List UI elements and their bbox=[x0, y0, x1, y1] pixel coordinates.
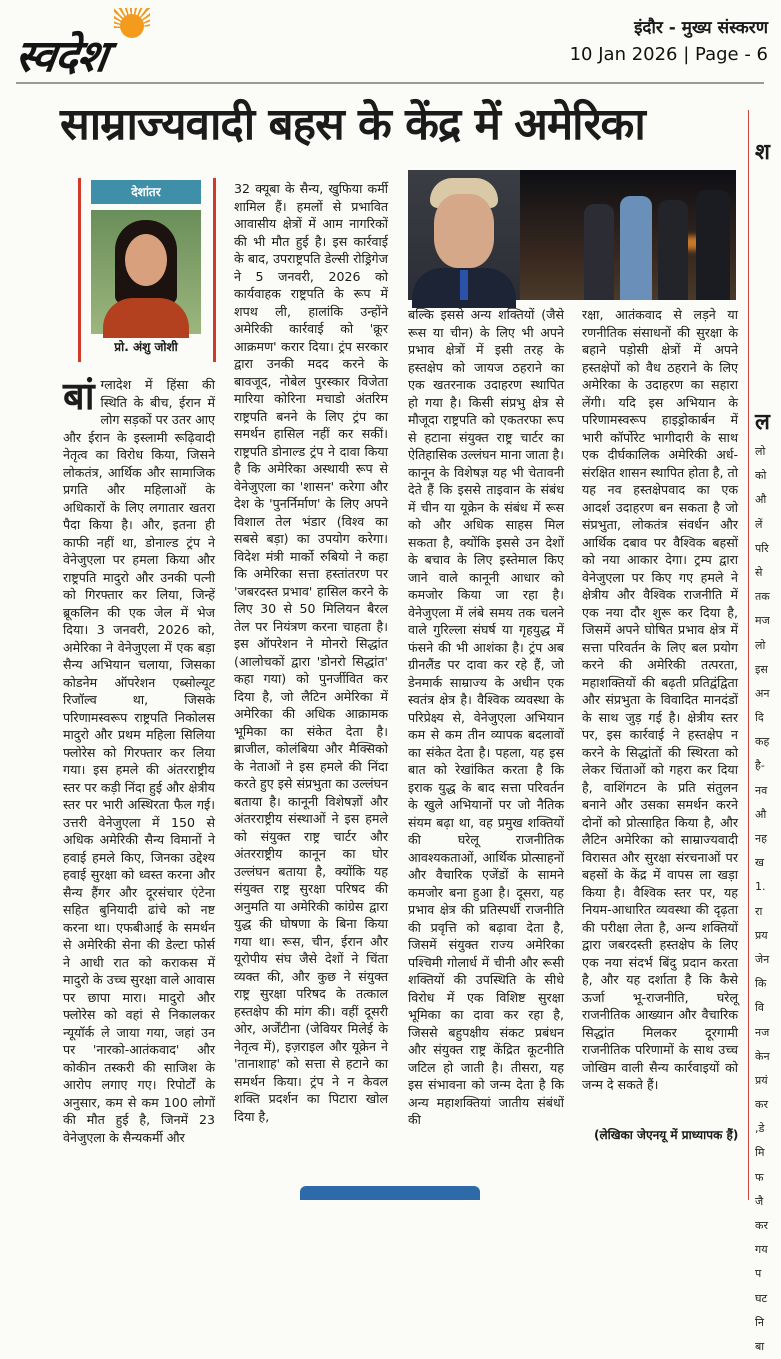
column-tag: देशांतर bbox=[91, 180, 201, 204]
footer-bar bbox=[300, 1186, 480, 1200]
trump-photo bbox=[408, 170, 520, 300]
drop-cap: बां bbox=[63, 374, 95, 418]
masthead bbox=[0, 0, 780, 88]
column-1-text: ग्लादेश में हिंसा की स्थिति के बीच, ईरान में लोग सड़कों पर उतर आए और ईरान के इस्लामी रूढ़िवादी नेतृत्व का विरोध किया, जिसने लोकतंत्र, आर्थिक और सामाजिक प्रगति और महिलाओं के अधिकारों के लिए लगातार खतरा पैदा किया है। और, इतना ही काफी नहीं था, डोनाल्ड ट्रंप ने वेनेजुएला पर हमला किया और राष्ट्रपति मादुरो और उनकी पत्नी को गिरफ्तार कर लिया, जिन्हें ब्रूकलिन की एक जेल में भेज दिया। 3 जनवरी, 2026 को, अमेरिका ने वेनेजुएला में एक बड़ा सैन्य अभियान चलाया, जिसका कोडनेम ऑपरेशन एब्सोल्यूट रिजॉल्व था, जिसके परिणामस्वरूप राष्ट्रपति निकोलस मादुरो और प्रथम महिला सिलिया फ्लोरेस को गिरफ्तार कर लिया गया। इस हमले की अंतरराष्ट्रीय स्तर पर कड़ी निंदा हुई और क्षेत्रीय स्तर पर भारी अस्थिरता फैल गई। उत्तरी वेनेजुएला में 150 से अधिक अमेरिकी सैन्य विमानों ने हवाई हमले किए, जिनका उद्देश्य हवाई सुरक्षा को ध्वस्त करना और सैन्य हैंगर और दूरसंचार एंटेना सहित बुनियादी ढांचे को नष्ट करना था। एफबीआई के समर्थन से अमेरिकी सेना की डेल्टा फोर्स ने आधी रात को कराकस में मादुरो के उच्च सुरक्षा वाले आवास पर छापा मारा। मादुरो और फ्लोरेस को वहां से निकालकर न्यूयॉर्क ले जाया गया, जहां उन पर 'नारको-आतंकवाद' और कोकीन तस्करी की साजिश के आरोप लगाए गए। रिपोर्टों के अनुसार, कम से कम 100 लोगों की मौत हुई है, जिनमें 23 वेनेजुएला के सैन्यकर्मी और bbox=[63, 377, 216, 1145]
logo bbox=[12, 6, 216, 82]
date-page-label: 10 Jan 2026 | Page - 6 bbox=[569, 44, 768, 65]
logo-text: स्वदेश bbox=[12, 31, 111, 82]
news-photo bbox=[408, 170, 736, 300]
adjacent-article-strip bbox=[748, 110, 781, 1353]
arrest-photo bbox=[520, 170, 736, 300]
article-column-3: बल्कि इससे अन्य शक्तियों (जैसे रूस या चीन) के लिए भी अपने प्रभाव क्षेत्रों में इसी तरह के हस्तक्षेप को जायज ठहराने का एक खतरनाक उदाहरण स्थापित हो गया है। किसी संप्रभु क्षेत्र से मौजूदा राष्ट्रपति को एकतरफा रूप से हटाना संयुक्त राष्ट्र चार्टर का ऐतिहासिक उल्लंघन माना जाता है। कानून के विशेषज्ञ यह भी चेतावनी देते हैं कि इससे ताइवान के संबंध में चीन या यूक्रेन के संबंध में रूस को और अधिक साहस मिल सकता है, क्योंकि इससे उन देशों के बचाव के लिए इस्तेमाल किए जाने वाले कानूनी आधार को कमजोर किया जा रहा है। वेनेजुएला में लंबे समय तक चलने वाले गुरिल्ला संघर्ष या गृहयुद्ध में फंसने की भी आशंका है। ट्रंप अब ग्रीनलैंड पर दावा कर रहे हैं, जो डेनमार्क साम्राज्य के अधीन एक स्वतंत्र क्षेत्र है। वैश्विक व्यवस्था के परिप्रेक्ष्य से, वेनेजुएला अभियान कम से कम तीन व्यापक बदलावों का संकेत देता है। पहला, यह इस बात को रेखांकित करता है कि इराक युद्ध के बाद सत्ता परिवर्तन के खुले अभियानों पर जो नैतिक संयम बढ़ा था, वह प्रमुख शक्तियों की घरेलू राजनीतिक आवश्यकताओं, आर्थिक प्रोत्साहनों और वैचारिक एजेंडों के सामने कमजोर बना हुआ है। दूसरा, यह प्रभाव क्षेत्र की प्रतिस्पर्धी राजनीति की प्रवृत्ति को बढ़ावा देता है, जिसमें संयुक्त राज्य अमेरिका पश्चिमी गोलार्ध में चीनी और रूसी शक्तियों की उपस्थिति के सीधे विरोध में एक विशिष्ट सुरक्षा भूमिका का दावा कर रहा है, जिससे बहुपक्षीय संकट प्रबंधन और संयुक्त राष्ट्र केंद्रित कूटनीति जटिल हो जाती है। तीसरा, यह इस संभावना को जन्म देता है कि अन्य महाशक्तियां जातीय संबंधों की bbox=[408, 307, 564, 1127]
edition-label: इंदौर - मुख्य संस्करण bbox=[634, 18, 768, 38]
sun-icon bbox=[114, 8, 150, 28]
author-signature: (लेखिका जेएनयू में प्राध्यापक हैं) bbox=[594, 1128, 739, 1142]
article-column-4: रक्षा, आतंकवाद से लड़ने या रणनीतिक संसाधनों की सुरक्षा के बहाने पड़ोसी क्षेत्रों में अपने हस्तक्षेपों को वैध ठहराने के लिए अमेरिका के उदाहरण का सहारा लेंगी। यदि इस अभियान के परिणामस्वरूप हाइड्रोकार्बन में भारी कॉर्पोरेट भागीदारी के साथ एक दीर्घकालिक अमेरिकी अर्ध-संरक्षित शासन स्थापित होता है, तो यह नव हस्तक्षेपवाद का एक आदर्श उदाहरण बन सकता है जो संप्रभुता, लोकतंत्र संवर्धन और आर्थिक दबाव पर वैश्विक बहसों को नया आकार देगा। ट्रम्प द्वारा वेनेजुएला पर किए गए हमले ने क्षेत्रीय और वैश्विक राजनीति में एक नया दौर शुरू कर दिया है, जिसमें अपने घोषित प्रभाव क्षेत्र में सत्ता परिवर्तन के लिए बल प्रयोग करने की अमेरिकी तत्परता, महाशक्तियों की बढ़ती प्रतिद्वंद्विता और संप्रभुता के विवादित मानदंडों के साथ जुड़ गई है। क्षेत्रीय स्तर पर, इस कार्रवाई ने हस्तक्षेप न करने के सिद्धांतों की स्थिरता को लेकर चिंताओं को गहरा कर दिया है, वाशिंगटन के प्रति संतुलन बनाने और उसका समर्थन करने दोनों को प्रोत्साहित किया है, और लैटिन अमेरिका को साम्राज्यवादी विरासत और सुरक्षा संरचनाओं पर बहसों के केंद्र में वापस ला खड़ा किया है। वैश्विक स्तर पर, यह नियम-आधारित व्यवस्था की दृढ़ता की परीक्षा लेता है, अन्य शक्तियों द्वारा जबरदस्ती हस्तक्षेप के लिए एक नया संदर्भ बिंदु प्रदान करता है, और यह दर्शाता है कि कैसे ऊर्जा भू-राजनीति, घरेलू राजनीतिक आख्यान और वैचारिक सिद्धांत मिलकर दूरगामी राजनीतिक परिणामों के साथ उच्च जोखिम वाली सैन्य कार्रवाइयों को जन्म दे सकते हैं। bbox=[582, 307, 738, 1092]
masthead-rule bbox=[16, 82, 764, 84]
article-column-2: 32 क्यूबा के सैन्य, खुफिया कर्मी शामिल हैं। हमलों से प्रभावित आवासीय क्षेत्रों में आम नागरिकों की भी मौत हुई है। इस कार्रवाई के बाद, उपराष्ट्रपति डेल्सी रोड्रिगेज ने 5 जनवरी, 2026 को कार्यवाहक राष्ट्रपति के रूप में शपथ ली, हालांकि उन्होंने अमेरिकी कार्रवाई को 'क्रूर आक्रमण' करार दिया। ट्रंप सरकार द्वारा उनकी मदद करने के बावजूद, नोबेल पुरस्कार विजेता मारिया कोरिना मचाडो अंतरिम राष्ट्रपति बनने के लिए ट्रंप का समर्थन हासिल नहीं कर सकीं। राष्ट्रपति डोनाल्ड ट्रंप ने दावा किया है कि अमेरिका अस्थायी रूप से वेनेजुएला का 'शासन' करेगा और देश के 'पुनर्निर्माण' के लिए अपने विशाल तेल भंडार (विश्व का सबसे बड़ा) का उपयोग करेगा। विदेश मंत्री मार्को रुबियो ने कहा कि अमेरिका सत्ता हस्तांतरण पर 'जबरदस्त प्रभाव' हासिल करने के लिए 30 से 50 मिलियन बैरल तेल पर नियंत्रण करना चाहता है। इस ऑपरेशन ने मोनरो सिद्धांत (आलोचकों द्वारा 'डोनरो सिद्धांत' कहा गया) को पुनर्जीवित कर दिया है, जो लैटिन अमेरिका में अमेरिका की अधिक आक्रामक भूमिका का संकेत देता है। ब्राजील, कोलंबिया और मैक्सिको के नेताओं ने इस हमले की निंदा करते हुए इसे संप्रभुता का उल्लंघन बताया है। कानूनी विशेषज्ञों और अंतरराष्ट्रीय संस्थाओं ने इस हमले को संयुक्त राष्ट्र चार्टर और अंतरराष्ट्रीय कानून का घोर उल्लंघन बताया है, क्योंकि यह संयुक्त राष्ट्र सुरक्षा परिषद की अनुमति या अमेरिकी कांग्रेस द्वारा युद्ध की घोषणा के बिना किया गया था। रूस, चीन, ईरान और यूरोपीय संघ जैसे देशों ने चिंता व्यक्त की, और कुछ ने संयुक्त राष्ट्र सुरक्षा परिषद के तत्काल हस्तक्षेप की मांग की। वहीं दूसरी ओर, अर्जेंटीना (जेवियर मिलेई के नेतृत्व में), इज़राइल और यूक्रेन ने 'तानाशाह' को सत्ता से हटाने का समर्थन किया। ट्रंप ने न केवल शक्ति प्रदर्शन का पिटारा खोल दिया है, bbox=[234, 181, 388, 1124]
adjacent-subhead-glyph: ल bbox=[755, 410, 770, 435]
adjacent-text: लो को औ लें परि से तक मज लो इस अन दि कह है- नव औ नह ख 1. रा प्रय जेन कि वि नज केन प्रयं कर ,डे मि फ जै कर गय प घट नि बा bbox=[755, 445, 770, 1353]
author-photo bbox=[91, 210, 201, 334]
article-column-1 bbox=[63, 376, 215, 1146]
adjacent-headline-glyph: श bbox=[755, 140, 770, 165]
author-name: प्रो. अंशु जोशी bbox=[114, 340, 178, 354]
author-box bbox=[78, 178, 216, 362]
headline: साम्राज्यवादी बहस के केंद्र में अमेरिका bbox=[60, 99, 645, 150]
